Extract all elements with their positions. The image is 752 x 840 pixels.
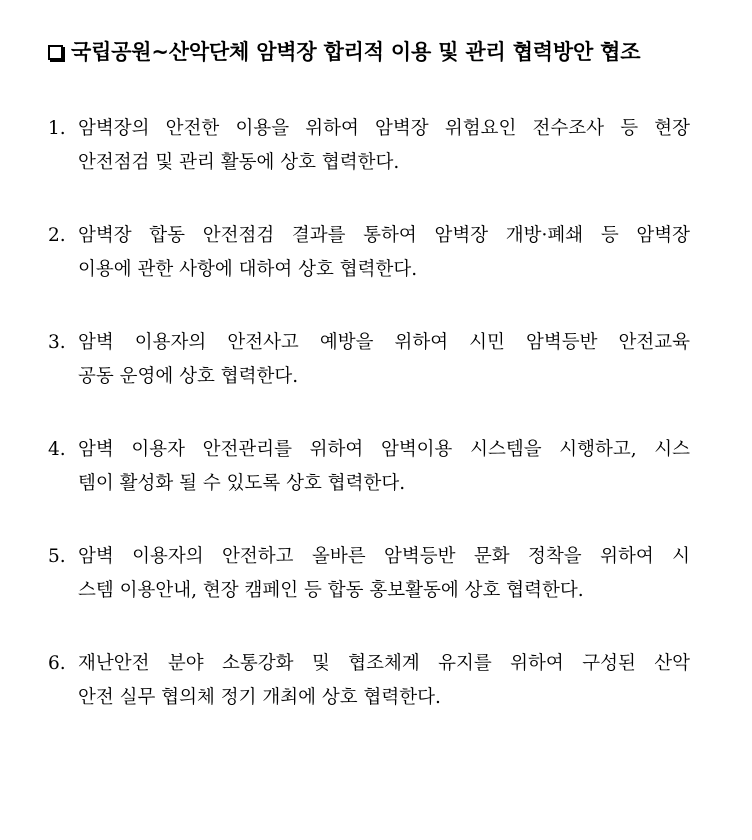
list-item-line: 템이 활성화 될 수 있도록 상호 협력한다. [78, 473, 406, 494]
list-item-line: 안전점검 및 관리 활동에 상호 협력한다. [78, 152, 400, 173]
list-item [48, 540, 708, 608]
list-item-line: 스템 이용안내, 현장 캠페인 등 합동 홍보활동에 상호 협력한다. [78, 580, 584, 601]
list-item-number: 1. [48, 118, 66, 139]
checkbox-icon [48, 45, 63, 60]
list-item-line: 공동 운영에 상호 협력한다. [78, 366, 299, 387]
list-item [48, 433, 708, 501]
section-heading [44, 34, 724, 68]
list-item-line: 암벽 이용자의 안전하고 올바른 암벽등반 문화 정착을 위하여 시 [78, 546, 690, 567]
list-item-number: 4. [48, 439, 66, 460]
list-item [48, 326, 708, 394]
list-item-number: 2. [48, 225, 66, 246]
list-item-line: 암벽 이용자의 안전사고 예방을 위하여 시민 암벽등반 안전교육 [78, 332, 690, 353]
list-item-line: 암벽 이용자 안전관리를 위하여 암벽이용 시스템을 시행하고, 시스 [78, 439, 690, 460]
list-item-line: 재난안전 분야 소통강화 및 협조체계 유지를 위하여 구성된 산악 [78, 653, 690, 674]
list-item-number: 6. [48, 653, 66, 674]
list-item-number: 3. [48, 332, 66, 353]
list-item [48, 219, 708, 287]
section-heading-text: 국립공원~산악단체 암벽장 합리적 이용 및 관리 협력방안 협조 [71, 40, 641, 64]
list-item-line: 암벽장의 안전한 이용을 위하여 암벽장 위험요인 전수조사 등 현장 [78, 118, 690, 139]
list-item-line: 안전 실무 협의체 정기 개최에 상호 협력한다. [78, 687, 441, 708]
list-item-line: 암벽장 합동 안전점검 결과를 통하여 암벽장 개방·폐쇄 등 암벽장 [78, 225, 690, 246]
list-item-number: 5. [48, 546, 66, 567]
numbered-list [48, 112, 708, 754]
list-item [48, 112, 708, 180]
list-item-line: 이용에 관한 사항에 대하여 상호 협력한다. [78, 259, 418, 280]
list-item [48, 647, 708, 715]
